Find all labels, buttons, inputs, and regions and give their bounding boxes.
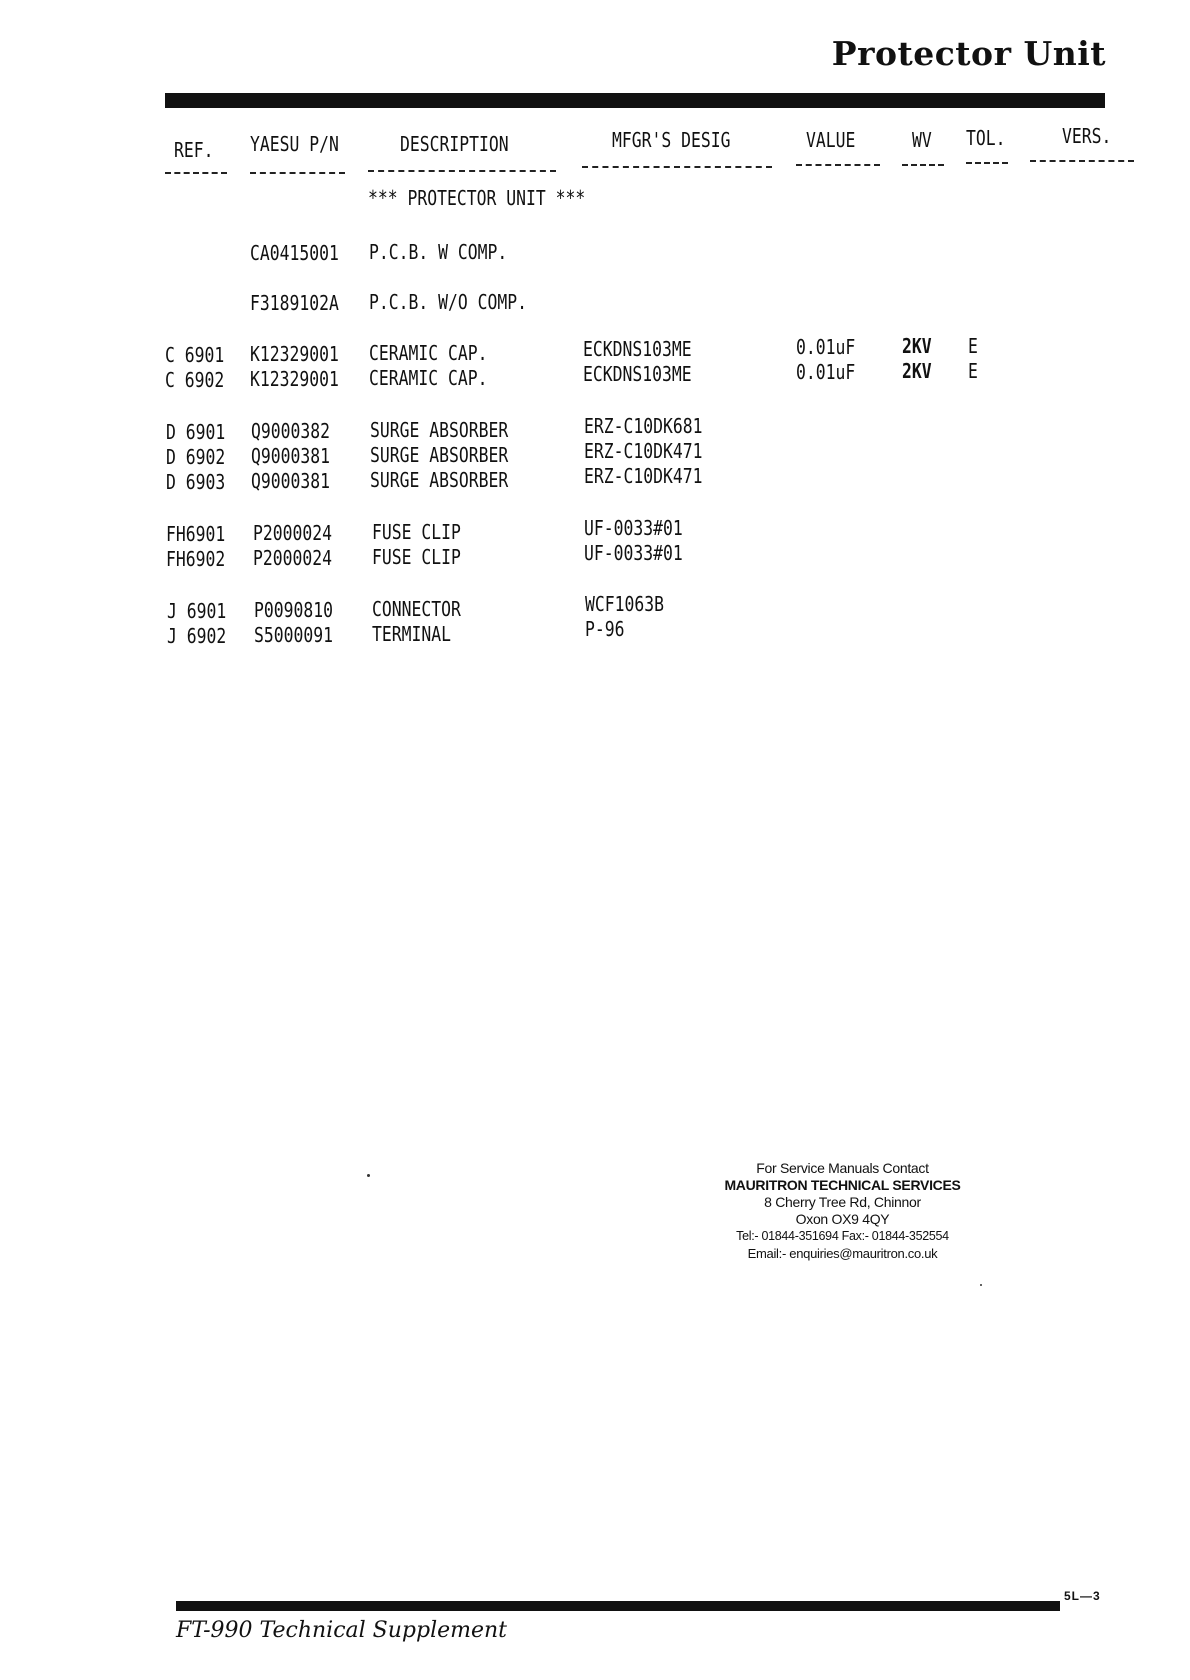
cell-desc: TERMINAL <box>372 622 451 646</box>
col-header-vers: VERS. <box>1062 124 1112 148</box>
cell-pn: K12329001 <box>250 342 339 366</box>
contact-email: Email:- enquiries@mauritron.co.uk <box>747 1246 938 1261</box>
cell-desc: SURGE ABSORBER <box>370 468 509 492</box>
section-title: *** PROTECTOR UNIT *** <box>368 186 586 210</box>
cell-desc: CERAMIC CAP. <box>369 366 488 390</box>
col-header-ref: REF. <box>174 138 214 162</box>
cell-pn: F3189102A <box>250 291 339 315</box>
scan-speck <box>980 1284 982 1286</box>
col-header-tol: TOL. <box>966 126 1006 150</box>
underline-ref <box>165 172 227 174</box>
col-header-desc: DESCRIPTION <box>400 132 509 156</box>
cell-mfgr: WCF1063B <box>585 592 664 616</box>
cell-desc: FUSE CLIP <box>372 545 461 569</box>
contact-line: For Service Manuals Contact <box>756 1160 929 1176</box>
cell-pn: CA0415001 <box>250 241 339 265</box>
cell-ref: D 6901 <box>166 420 226 444</box>
cell-wv: 2KV <box>902 359 932 383</box>
col-header-mfgr: MFGR'S DESIG <box>612 128 731 152</box>
cell-pn: K12329001 <box>250 367 339 391</box>
col-header-wv: WV <box>912 128 932 152</box>
footer-title: FT-990 Technical Supplement <box>176 1618 508 1643</box>
cell-pn: P0090810 <box>254 598 333 622</box>
footer-rule <box>176 1601 1060 1611</box>
underline-pn <box>250 172 345 174</box>
contact-phone: Tel:- 01844-351694 Fax:- 01844-352554 <box>736 1229 949 1243</box>
cell-mfgr: ECKDNS103ME <box>583 362 692 386</box>
cell-pn: P2000024 <box>253 546 332 570</box>
cell-desc: FUSE CLIP <box>372 520 461 544</box>
col-header-pn: YAESU P/N <box>250 132 339 156</box>
cell-value: 0.01uF <box>796 335 856 359</box>
cell-pn: Q9000381 <box>251 444 330 468</box>
underline-wv <box>902 164 944 166</box>
underline-mfgr <box>582 166 772 168</box>
cell-wv: 2KV <box>902 334 932 358</box>
contact-line: Oxon OX9 4QY <box>795 1211 890 1227</box>
cell-ref: C 6902 <box>165 368 225 392</box>
cell-mfgr: UF-0033#01 <box>584 541 683 565</box>
cell-tol: E <box>968 359 978 383</box>
cell-desc: P.C.B. W/O COMP. <box>369 290 527 314</box>
cell-tol: E <box>968 334 978 358</box>
cell-mfgr: P-96 <box>585 617 625 641</box>
cell-mfgr: ERZ-C10DK471 <box>584 464 703 488</box>
underline-value <box>796 164 880 166</box>
cell-ref: C 6901 <box>165 343 225 367</box>
contact-company: MAURITRON TECHNICAL SERVICES <box>724 1177 961 1193</box>
cell-ref: D 6903 <box>166 470 226 494</box>
cell-desc: CERAMIC CAP. <box>369 341 488 365</box>
cell-desc: P.C.B. W COMP. <box>369 240 508 264</box>
underline-vers <box>1030 160 1134 162</box>
header-rule <box>165 93 1105 108</box>
cell-pn: Q9000382 <box>251 419 330 443</box>
cell-value: 0.01uF <box>796 360 856 384</box>
cell-ref: D 6902 <box>166 445 226 469</box>
cell-mfgr: ERZ-C10DK681 <box>584 414 703 438</box>
cell-mfgr: ERZ-C10DK471 <box>584 439 703 463</box>
cell-pn: S5000091 <box>254 623 333 647</box>
underline-tol <box>966 162 1008 164</box>
scan-speck <box>367 1174 370 1177</box>
cell-ref: FH6902 <box>166 547 226 571</box>
col-header-value: VALUE <box>806 128 856 152</box>
cell-pn: Q9000381 <box>251 469 330 493</box>
cell-mfgr: UF-0033#01 <box>584 516 683 540</box>
cell-desc: SURGE ABSORBER <box>370 418 509 442</box>
cell-desc: CONNECTOR <box>372 597 461 621</box>
cell-desc: SURGE ABSORBER <box>370 443 509 467</box>
cell-pn: P2000024 <box>253 521 332 545</box>
cell-ref: FH6901 <box>166 522 226 546</box>
page-number: 5L—3 <box>1064 1589 1101 1603</box>
cell-mfgr: ECKDNS103ME <box>583 337 692 361</box>
page-title: Protector Unit <box>831 34 1106 73</box>
contact-block <box>700 1160 985 1262</box>
underline-desc <box>368 170 556 172</box>
contact-line: 8 Cherry Tree Rd, Chinnor <box>764 1194 921 1210</box>
cell-ref: J 6901 <box>167 599 227 623</box>
cell-ref: J 6902 <box>167 624 227 648</box>
